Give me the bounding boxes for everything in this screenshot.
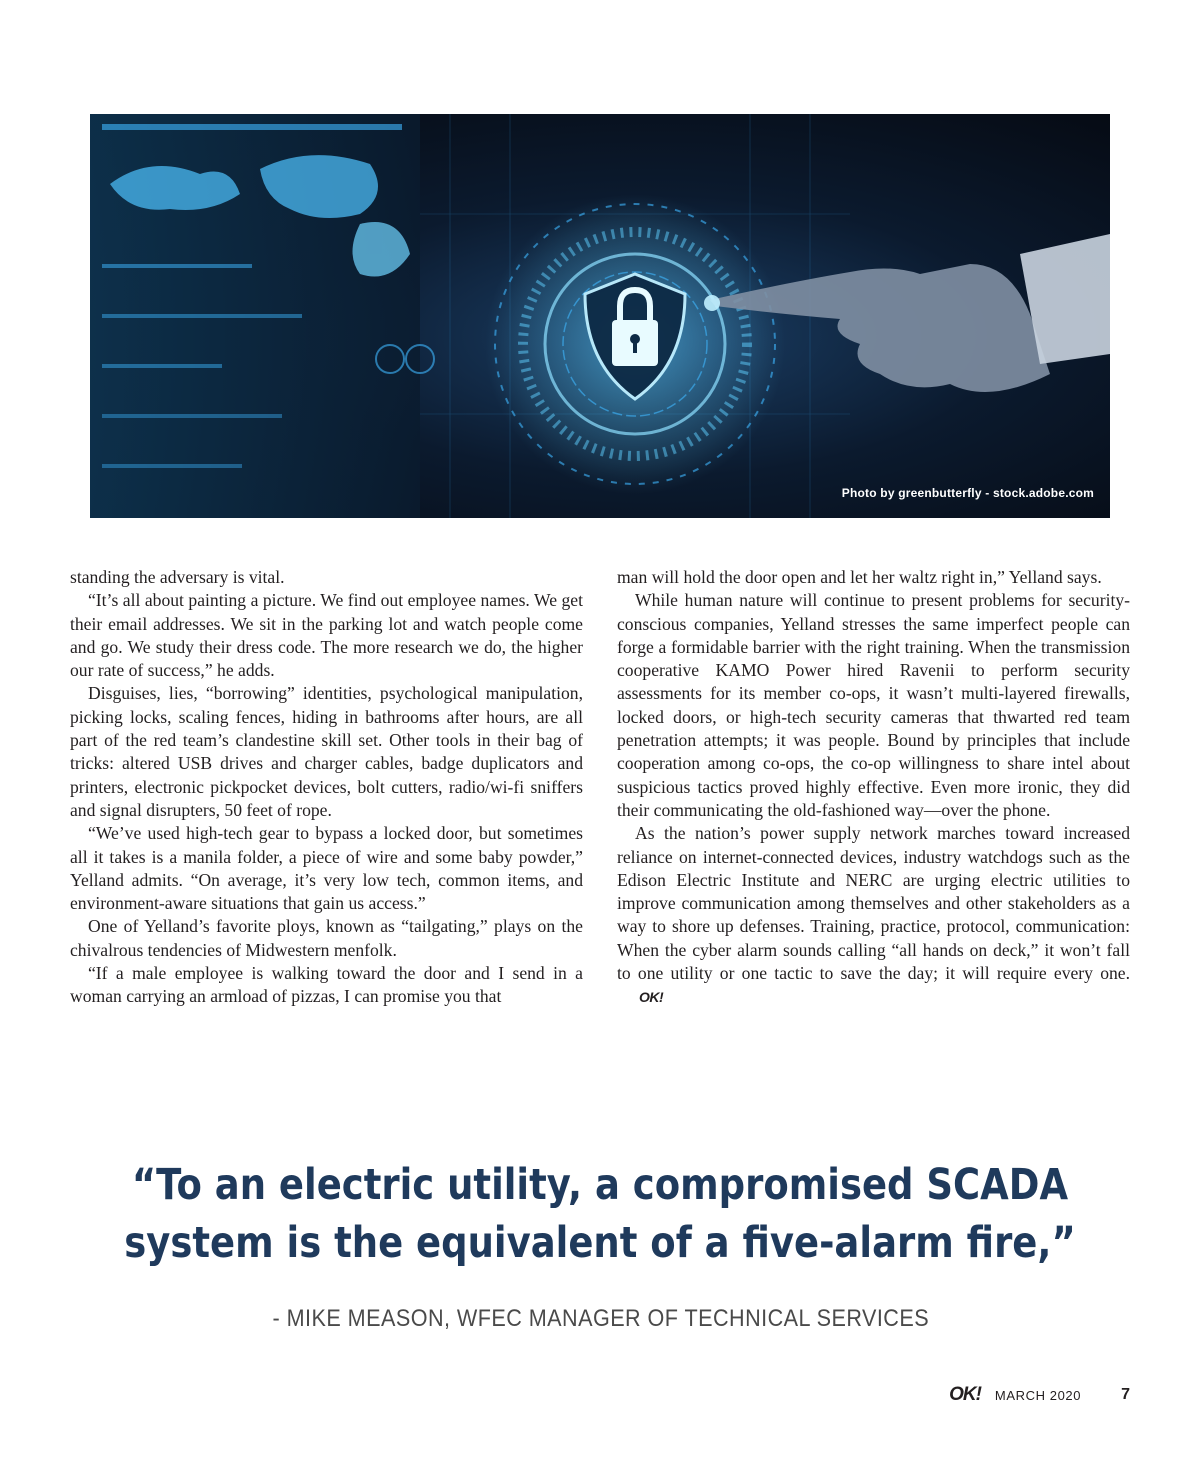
article-paragraph: “We’ve used high-tech gear to bypass a locked door, but sometimes all it takes is a manila folder, a piece of wire and some baby powder,” Yelland admits. “On average, it’s very low tech, common items, and environment-aware situations that gain us access.” xyxy=(70,823,583,914)
article-paragraph: man will hold the door open and let her waltz right in,” Yelland says. xyxy=(617,567,1102,587)
article-paragraph-final xyxy=(617,822,1130,1009)
article-paragraph: Disguises, lies, “borrowing” identities, psychological manipulation, picking locks, scaling fences, hiding in bathrooms after hours, are all part of the red team’s clandestine skill set. Other tools in their bag of tricks: altered USB drives and charger cables, badge duplicators and printers, electronic pickpocket devices, bolt cutters, radio/wi-fi sniffers and signal disrupters, 50 feet of rope. xyxy=(70,683,583,820)
page-footer xyxy=(949,1384,1130,1406)
article-column-right xyxy=(617,566,1130,1010)
issue-date: MARCH 2020 xyxy=(994,1387,1082,1403)
end-mark-logo: OK! xyxy=(639,989,664,1006)
article-paragraph-text: As the nation’s power supply network marches toward increased reliance on internet-connected devices, industry watchdogs such as the Edison Electric Institute and NERC are urging electric utilities to improve communication among themselves and other stakeholders as a way to shore up defenses. Training, practice, protocol, communication: When the cyber alarm sounds calling “all hands on deck,” it won’t fall to one utility or one tactic to save the day; it will require every one. xyxy=(617,823,1130,984)
article-paragraph: While human nature will continue to present problems for security-conscious companies, Yelland stresses the same imperfect people can forge a formidable barrier with the right training. When the transmission cooperative KAMO Power hired Ravenii to perform security assessments for its member co-ops, it wasn’t multi-layered firewalls, locked doors, or high-tech security cameras that thwarted red team penetration attempts; it was people. Bound by principles that include cooperation among co-ops, the co-op willingness to share intel about suspicious tactics proved highly effective. Even more ironic, they did their communicating the old-fashioned way—over the phone. xyxy=(617,590,1130,820)
article-paragraph: standing the adversary is vital. xyxy=(70,567,285,587)
photo-credit: Photo by greenbutterfly - stock.adobe.com xyxy=(841,486,1094,500)
magazine-logo: OK! xyxy=(949,1384,981,1405)
pull-quote-line: “To an electric utility, a compromised SCADA xyxy=(131,1160,1069,1210)
article-paragraph: One of Yelland’s favorite ploys, known as “tailgating,” plays on the chivalrous tendencies of Midwestern menfolk. xyxy=(70,916,583,960)
pull-quote-line: system is the equivalent of a five-alarm fire,” xyxy=(124,1218,1076,1268)
article-paragraph: “If a male employee is walking toward the door and I send in a woman carrying an armload of pizzas, I can promise you that xyxy=(70,963,583,1007)
pull-quote-attribution: - MIKE MEASON, WFEC MANAGER OF TECHNICAL SERVICES xyxy=(272,1305,930,1332)
article-paragraph: “It’s all about painting a picture. We find out employee names. We get their email addresses. We sit in the parking lot and watch people come and go. We study their dress code. The more research we do, the higher our rate of success,” he adds. xyxy=(70,590,583,681)
pull-quote xyxy=(84,1156,1116,1272)
page-number: 7 xyxy=(1121,1386,1130,1403)
cybersecurity-illustration xyxy=(90,114,1110,518)
hero-photo xyxy=(90,114,1110,518)
article-column-left xyxy=(70,566,583,1009)
